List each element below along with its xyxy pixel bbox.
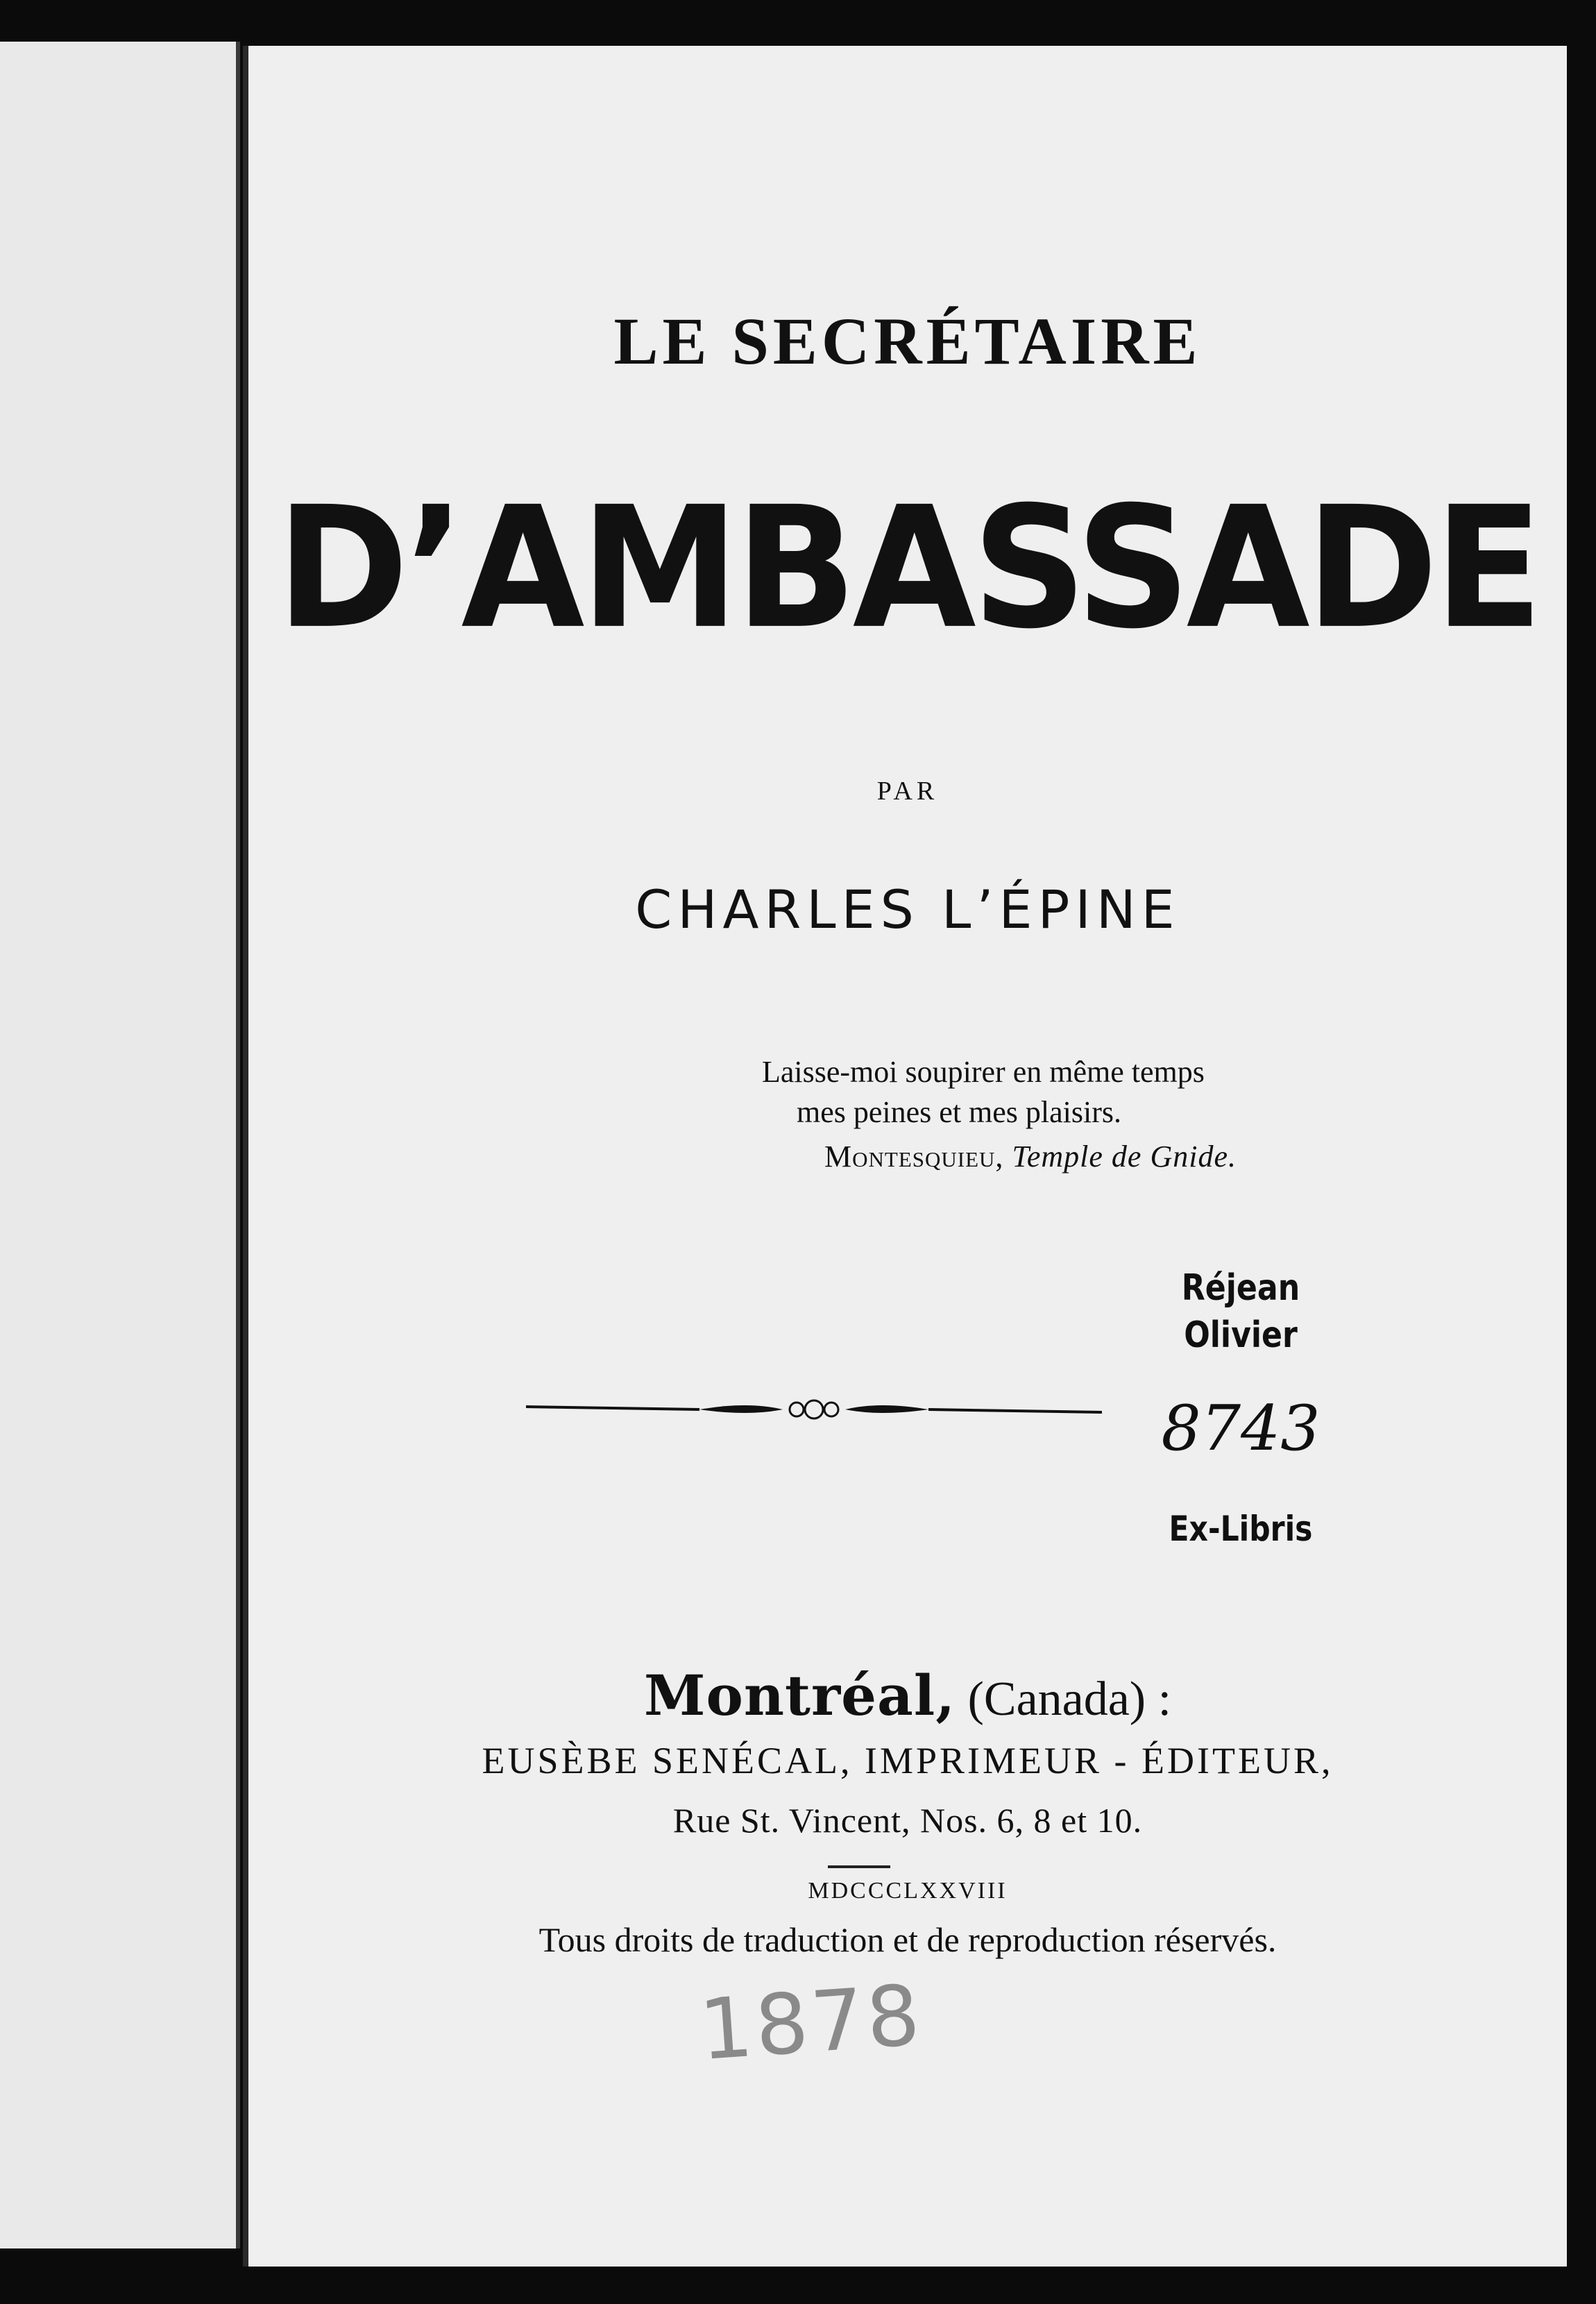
publication-year: MDCCCLXXVIII	[808, 1878, 1008, 1904]
title-line-1: LE SECRÉTAIRE	[613, 304, 1202, 378]
stamp-line-3: Ex-Libris	[1169, 1509, 1313, 1549]
city-name: Montréal,	[643, 1663, 956, 1728]
publisher-address: Rue St. Vincent, Nos. 6, 8 et 10.	[672, 1801, 1143, 1840]
epigraph-work: Temple de Gnide.	[1012, 1140, 1237, 1174]
facing-page	[0, 42, 240, 2248]
ornamental-rule-icon	[526, 1389, 1102, 1430]
handwritten-year: 1878	[696, 1967, 926, 2080]
epigraph-line-1: Laisse-moi soupirer en même temps	[762, 1055, 1205, 1089]
byline-par: PAR	[876, 777, 939, 806]
stamp-number: 8743	[1161, 1392, 1321, 1465]
country-name: (Canada) :	[967, 1672, 1172, 1726]
epigraph-author: Montesquieu,	[824, 1140, 1004, 1174]
short-rule	[828, 1865, 890, 1868]
stamp-line-1: Réjean	[1181, 1267, 1300, 1309]
rights-notice: Tous droits de traduction et de reproduction réservés.	[538, 1920, 1277, 1959]
epigraph-line-2: mes peines et mes plaisirs.	[797, 1095, 1122, 1129]
epigraph-attribution	[824, 1137, 1237, 1177]
stamp-line-2: Olivier	[1184, 1314, 1298, 1356]
title-line-2: D’AMBASSADE	[276, 471, 1539, 666]
author-name: CHARLES L’ÉPINE	[635, 879, 1180, 940]
imprint-city	[248, 1663, 1567, 1728]
title-page	[243, 46, 1567, 2267]
publisher: EUSÈBE SENÉCAL, IMPRIMEUR - ÉDITEUR,	[482, 1740, 1334, 1781]
